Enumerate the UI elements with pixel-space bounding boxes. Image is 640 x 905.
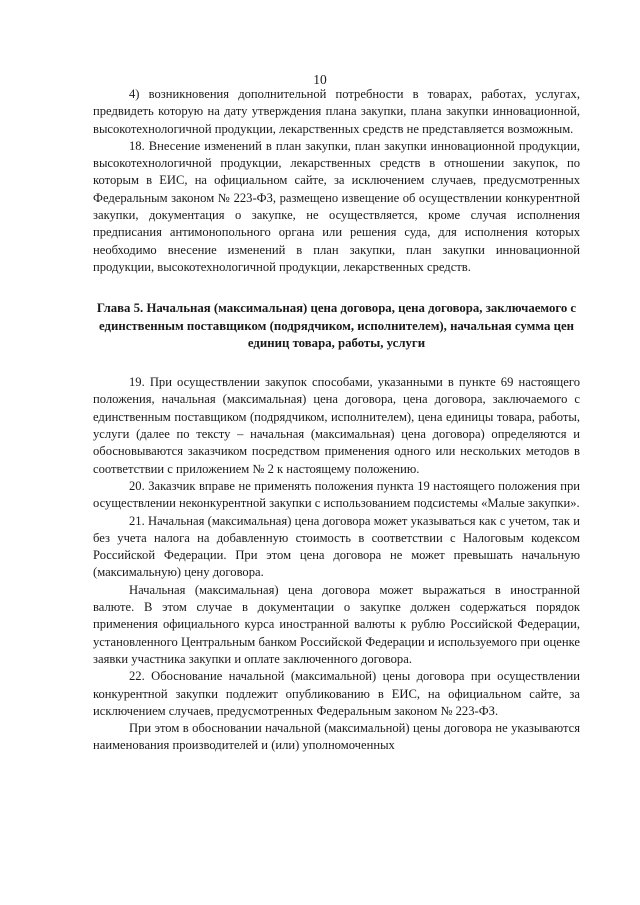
paragraph-20: 20. Заказчик вправе не применять положения пункта 19 настоящего положения при осуществлении неконкурентной закупки с использованием подсистемы «Малые закупки». [93,478,580,511]
paragraph-21: 21. Начальная (максимальная) цена договора может указываться как с учетом, так и без учета налога на добавленную стоимость в соответствии с Налоговым кодексом Российской Федерации. При этом цена договора не может превышать начальную (максимальную) цену договора. [93,513,580,580]
paragraph-19: 19. При осуществлении закупок способами, указанными в пункте 69 настоящего положения, начальная (максимальная) цена договора, цена договора, заключаемого с единственным поставщиком (подрядчиком, исполнителем), цена единицы товара, работы, услуги (далее по тексту – начальная (максимальная) цена договора) определяются и обосновываются заказчиком посредством применения одного или нескольких методов в соответствии с приложением № 2 к настоящему положению. [93,375,580,476]
page-number: 10 [313,72,327,87]
document-body [93,86,580,755]
paragraph-18: 18. Внесение изменений в план закупки, план закупки инновационной продукции, высокотехнологичной продукции, лекарственных средств в отношении закупок, по которым в ЕИС, на официальном сайте, за исключением случаев, предусмотренных Федеральным законом № 223-ФЗ, размещено извещение об осуществлении конкурентной закупки, документация о закупке, не осуществляется, кроме случая исполнения предписания антимонопольного органа или решения суда, для исполнения которых необходимо внесение изменений в план закупки, план закупки инновационной продукции, высокотехнологичной продукции, лекарственных средств. [93,138,580,274]
paragraph-21-currency: Начальная (максимальная) цена договора может выражаться в иностранной валюте. В этом случае в документации о закупке должен содержаться порядок применения официального курса иностранной валюты к рублю Российской Федерации, установленного Центральным банком Российской Федерации и используемого при оценке заявки участника закупки и оплате заключенного договора. [93,582,580,666]
paragraph-22: 22. Обоснование начальной (максимальной) цены договора при осуществлении конкурентной закупки подлежит опубликованию в ЕИС, на официальном сайте, за исключением случаев, предусмотренных Федеральным законом № 223-ФЗ. [93,669,580,718]
paragraph-22-continued: При этом в обосновании начальной (максимальной) цены договора не указываются наименования производителей и (или) уполномоченных [93,721,580,753]
paragraph-item-4: 4) возникновения дополнительной потребности в товарах, работах, услугах, предвидеть которую на дату утверждения плана закупки, плана закупки инновационной, высокотехнологичной продукции, лекарственных средств не представляется возможным. [93,87,580,136]
chapter-heading: Глава 5. Начальная (максимальная) цена договора, цена договора, заключаемого с единственным поставщиком (подрядчиком, исполнителем), начальная сумма цен единиц товара, работы, услуги [96,301,577,350]
